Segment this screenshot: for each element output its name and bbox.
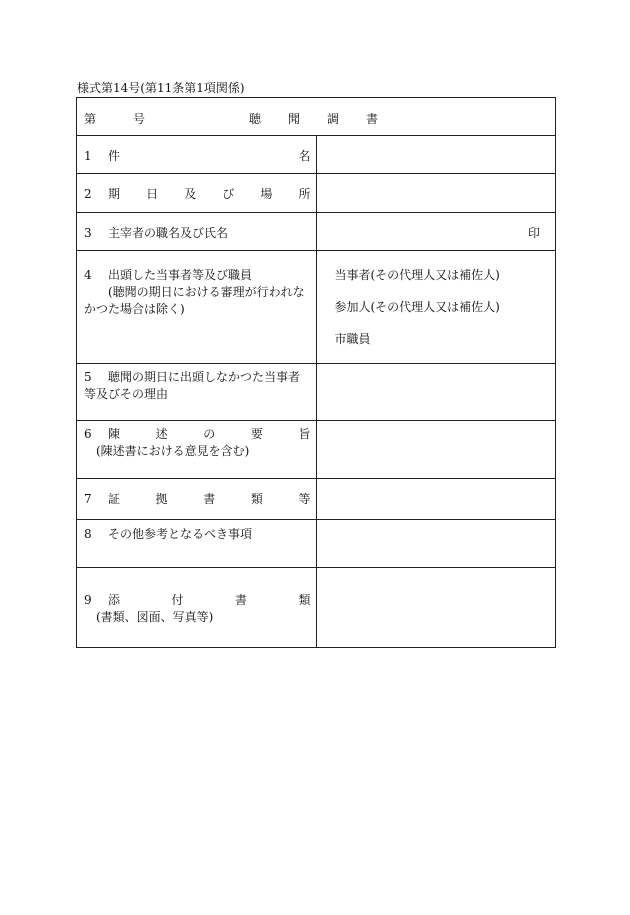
number-suffix: 号 bbox=[133, 112, 146, 126]
label-char: 拠 bbox=[155, 492, 168, 506]
row-value-5 bbox=[316, 364, 556, 421]
label-char: 類 bbox=[298, 593, 311, 607]
row-value-6 bbox=[316, 421, 556, 479]
label-char: 書 bbox=[203, 492, 216, 506]
label-char: 日 bbox=[146, 187, 159, 201]
label-char: 名 bbox=[298, 149, 311, 163]
title-row bbox=[77, 98, 556, 136]
row-label-text: 出頭した当事者等及び職員 bbox=[108, 268, 253, 282]
row-label-6 bbox=[77, 421, 317, 479]
attendee-staff: 市職員 bbox=[334, 332, 371, 346]
attendee-party: 当事者(その代理人又は補佐人) bbox=[334, 268, 500, 282]
row-note: (書類、図面、写真等) bbox=[96, 610, 214, 624]
label-char: 旨 bbox=[298, 427, 311, 441]
row-value-9 bbox=[316, 568, 556, 648]
document-title: 聴聞調書 bbox=[249, 112, 406, 126]
row-value-1 bbox=[316, 136, 556, 174]
row-note: (陳述書における意見を含む) bbox=[96, 444, 250, 458]
number-prefix: 第 bbox=[84, 112, 97, 126]
row-label-9 bbox=[77, 568, 317, 648]
row-number: 3 bbox=[84, 226, 92, 240]
row-label-text: 主宰者の職名及び氏名 bbox=[108, 226, 229, 240]
row-label-text: その他参考となるべき事項 bbox=[108, 527, 253, 541]
row-label-3 bbox=[77, 213, 317, 251]
row-label-4 bbox=[77, 251, 317, 364]
label-char: 添 bbox=[108, 593, 121, 607]
label-char: び bbox=[222, 187, 235, 201]
row-label-8 bbox=[77, 520, 317, 568]
row-number: 2 bbox=[84, 187, 92, 201]
label-char: 及 bbox=[184, 187, 197, 201]
seal-mark: 印 bbox=[527, 226, 540, 240]
label-char: 件 bbox=[108, 149, 121, 163]
row-note: (聴聞の期日における審理が行われなかつた場合は除く) bbox=[84, 285, 305, 316]
label-char: 証 bbox=[108, 492, 121, 506]
row-number: 6 bbox=[84, 427, 92, 441]
row-number: 9 bbox=[84, 593, 92, 607]
label-char: の bbox=[203, 427, 216, 441]
attendee-participant: 参加人(その代理人又は補佐人) bbox=[334, 300, 500, 314]
form-number: 様式第14号(第11条第1項関係) bbox=[77, 81, 245, 95]
row-value-4 bbox=[316, 251, 556, 364]
row-value-2 bbox=[316, 174, 556, 213]
row-label-2 bbox=[77, 174, 317, 213]
row-label-1 bbox=[77, 136, 317, 174]
label-char: 付 bbox=[171, 593, 184, 607]
row-value-3 bbox=[316, 213, 556, 251]
label-char: 要 bbox=[250, 427, 263, 441]
row-number: 5 bbox=[84, 370, 92, 384]
hearing-record-form bbox=[76, 97, 556, 648]
label-char: 書 bbox=[234, 593, 247, 607]
label-char: 陳 bbox=[108, 427, 121, 441]
row-number: 8 bbox=[84, 527, 92, 541]
label-char: 等 bbox=[298, 492, 311, 506]
row-number: 7 bbox=[84, 492, 92, 506]
row-label-5 bbox=[77, 364, 317, 421]
label-char: 所 bbox=[298, 187, 311, 201]
row-number: 1 bbox=[84, 149, 92, 163]
row-value-7 bbox=[316, 479, 556, 520]
row-label-7 bbox=[77, 479, 317, 520]
label-char: 類 bbox=[250, 492, 263, 506]
row-label-text: 聴聞の期日に出頭しなかつた当事者等及びその理由 bbox=[84, 370, 301, 401]
label-char: 期 bbox=[108, 187, 121, 201]
label-char: 述 bbox=[155, 427, 168, 441]
label-char: 場 bbox=[260, 187, 273, 201]
row-value-8 bbox=[316, 520, 556, 568]
row-number: 4 bbox=[84, 268, 92, 282]
